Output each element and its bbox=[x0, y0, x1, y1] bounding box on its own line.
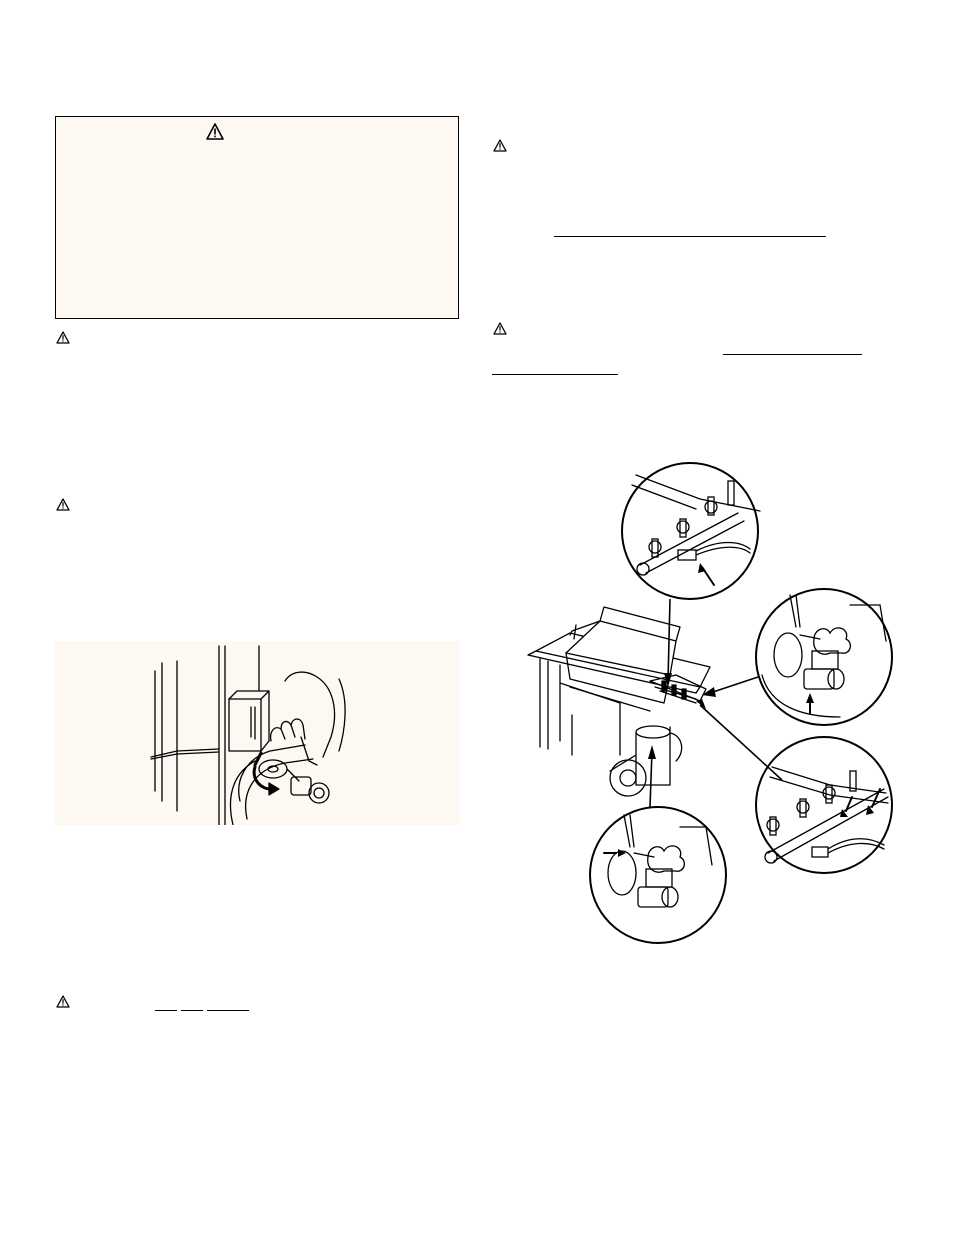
warning-triangle-icon bbox=[493, 139, 507, 152]
underline-mark bbox=[181, 1010, 203, 1011]
underline-mark bbox=[207, 1010, 249, 1011]
warning-box bbox=[55, 116, 459, 319]
underline-mark bbox=[155, 1010, 177, 1011]
hand-turning-valve-illustration bbox=[55, 641, 460, 825]
warning-triangle-icon bbox=[206, 123, 224, 140]
underline-mark bbox=[554, 236, 826, 237]
warning-triangle-icon bbox=[493, 322, 507, 335]
manifold-detail-bottom bbox=[756, 737, 892, 873]
underline-mark bbox=[723, 354, 862, 355]
gas-grill-connection-diagram bbox=[500, 455, 920, 955]
valve-detail-bottom-left bbox=[590, 807, 726, 943]
valve-detail-right bbox=[756, 589, 892, 725]
underline-mark bbox=[492, 374, 618, 375]
manifold-detail-top bbox=[622, 463, 760, 599]
warning-triangle-icon bbox=[56, 995, 70, 1008]
warning-triangle-icon bbox=[56, 498, 70, 511]
warning-triangle-icon bbox=[56, 331, 70, 344]
